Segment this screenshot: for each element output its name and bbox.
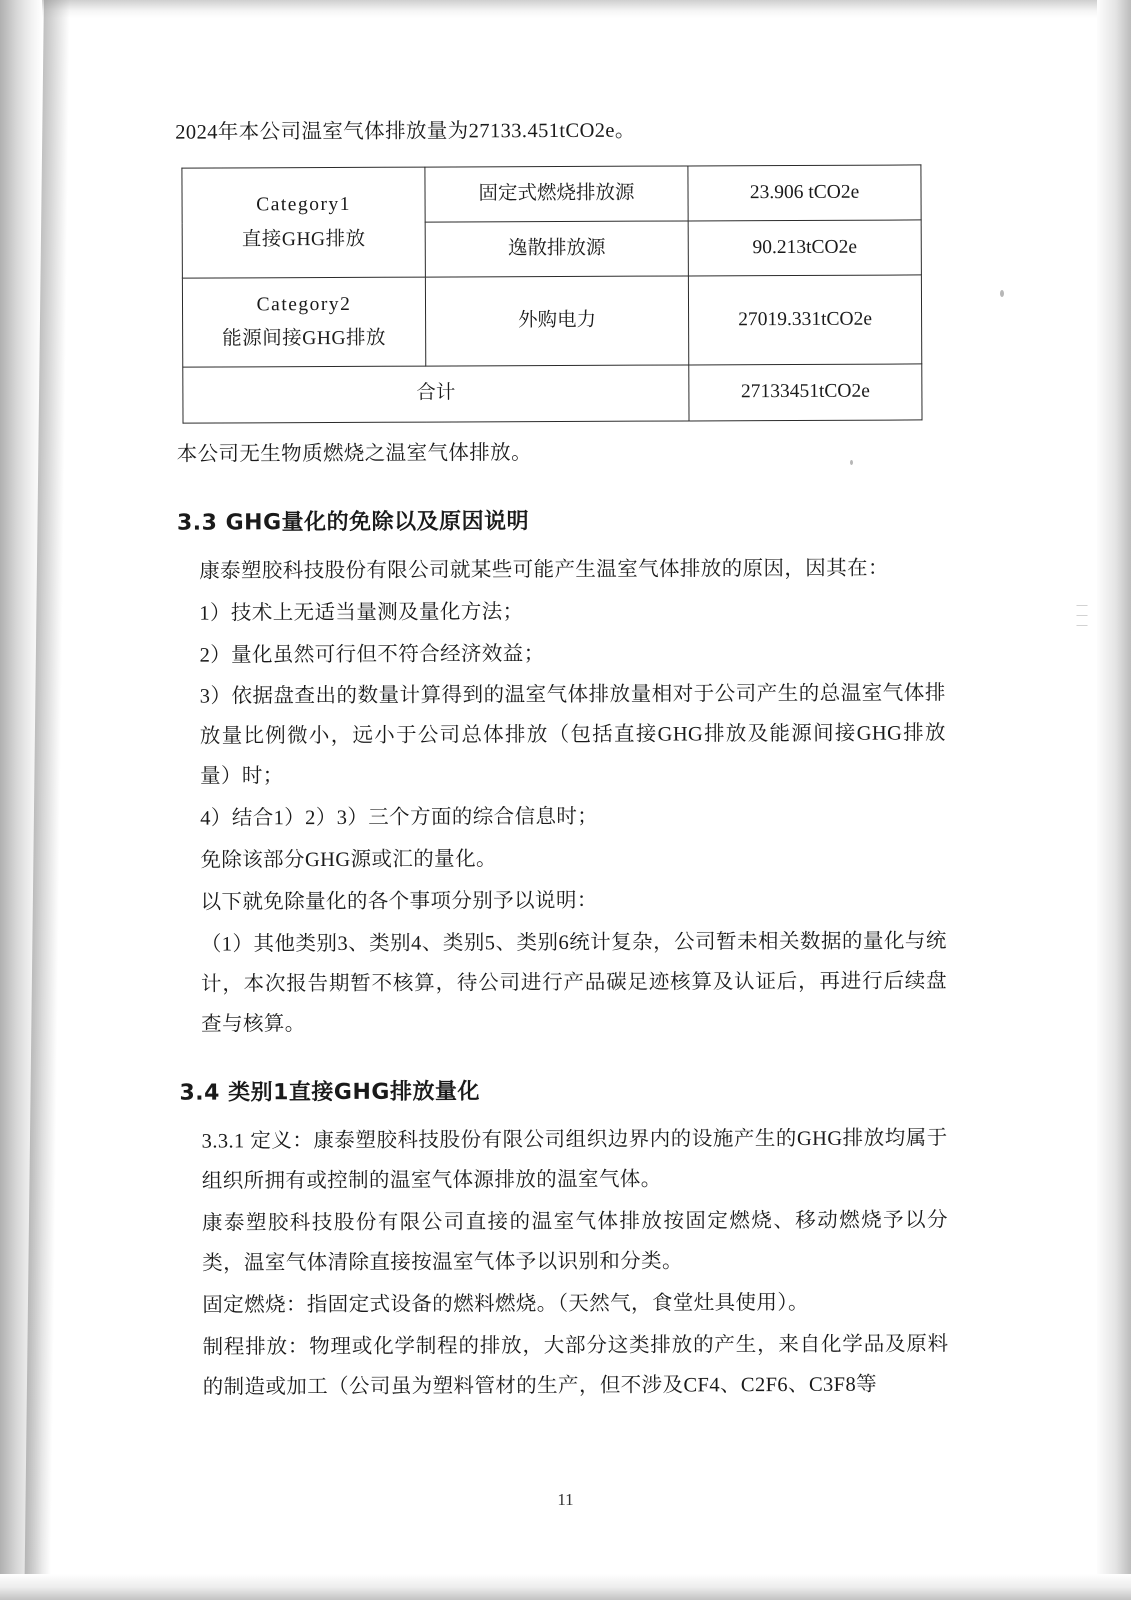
ghg-emissions-table <box>181 164 922 423</box>
section-heading-3-4: 3.4 类别1直接GHG排放量化 <box>179 1079 480 1106</box>
category-1-desc: 直接GHG排放 <box>241 228 366 250</box>
category-2-label: Category2 <box>256 294 352 316</box>
after-table-note: 本公司无生物质燃烧之温室气体排放。 <box>176 441 533 466</box>
category-2-desc: 能源间接GHG排放 <box>222 328 387 350</box>
section-3-3-paragraph-5: 4）结合1）2）3）三个方面的综合信息时； <box>200 806 599 830</box>
value-purchased-electricity: 27019.331tCO2e <box>688 275 921 365</box>
section-3-4-paragraph-4: 制程排放：物理或化学制程的排放，大部分这类排放的产生，来自化学品及原料的制造或加工（公司虽为塑料管材的生产，但不涉及CF4、C2F6、C3F8等 <box>202 1333 949 1399</box>
source-purchased-electricity: 外购电力 <box>425 276 688 366</box>
section-3-3-paragraph-3: 2）量化虽然可行但不符合经济效益； <box>199 642 545 667</box>
scan-bottom-edge <box>0 1574 1131 1600</box>
scan-speck <box>1000 290 1004 297</box>
section-3-4-paragraph-2: 康泰塑胶科技股份有限公司直接的温室气体排放按固定燃烧、移动燃烧予以分类，温室气体清除直接按温室气体予以识别和分类。 <box>201 1209 949 1275</box>
section-3-3-paragraph-2: 1）技术上无适当量测及量化方法； <box>199 600 524 625</box>
value-stationary-combustion: 23.906 tCO2e <box>688 165 921 221</box>
scan-top-edge <box>0 0 1131 18</box>
source-fugitive: 逸散排放源 <box>425 221 688 277</box>
section-3-3-paragraph-8: （1）其他类别3、类别4、类别5、类别6统计复杂，公司暂未相关数据的量化与统计，本次报告期暂不核算，待公司进行产品碳足迹核算及认证后，再进行后续盘查与核算。 <box>200 930 948 1036</box>
category-2-cell <box>182 277 425 367</box>
total-value: 27133451tCO2e <box>689 364 922 420</box>
value-fugitive: 90.213tCO2e <box>688 220 921 276</box>
category-1-cell <box>182 167 425 278</box>
table-row <box>182 165 921 223</box>
section-3-4-paragraph-1: 3.3.1 定义：康泰塑胶科技股份有限公司组织边界内的设施产生的GHG排放均属于组织所拥有或控制的温室气体源排放的温室气体。 <box>201 1127 948 1193</box>
section-3-4-paragraph-3: 固定燃烧：指固定式设备的燃料燃烧。（天然气，食堂灶具使用）。 <box>202 1291 809 1317</box>
section-heading-3-3: 3.3 GHG量化的免除以及原因说明 <box>176 508 530 536</box>
section-3-3-paragraph-6: 免除该部分GHG源或汇的量化。 <box>200 848 497 872</box>
scan-right-edge <box>1097 0 1131 1600</box>
section-3-3-paragraph-7: 以下就免除量化的各个事项分别予以说明： <box>200 890 598 914</box>
source-stationary-combustion: 固定式燃烧排放源 <box>425 166 688 222</box>
section-3-3-paragraph-1: 康泰塑胶科技股份有限公司就某些可能产生温室气体排放的原因，因其在： <box>199 557 889 583</box>
intro-paragraph: 2024年本公司温室气体排放量为27133.451tCO2e。 <box>175 119 636 144</box>
scan-margin-marks: ｜｜｜ <box>1075 600 1087 630</box>
page-number: 11 <box>557 1490 574 1509</box>
table-row-total <box>183 364 922 422</box>
category-1-label: Category1 <box>256 194 351 216</box>
total-label: 合计 <box>183 365 689 422</box>
document-body <box>175 110 949 1410</box>
section-3-3-paragraph-4: 3）依据盘查出的数量计算得到的温室气体排放量相对于公司产生的总温室气体排放量比例微小，远小于公司总体排放（包括直接GHG排放及能源间接GHG排放量）时； <box>199 682 946 788</box>
table-row <box>182 275 921 367</box>
